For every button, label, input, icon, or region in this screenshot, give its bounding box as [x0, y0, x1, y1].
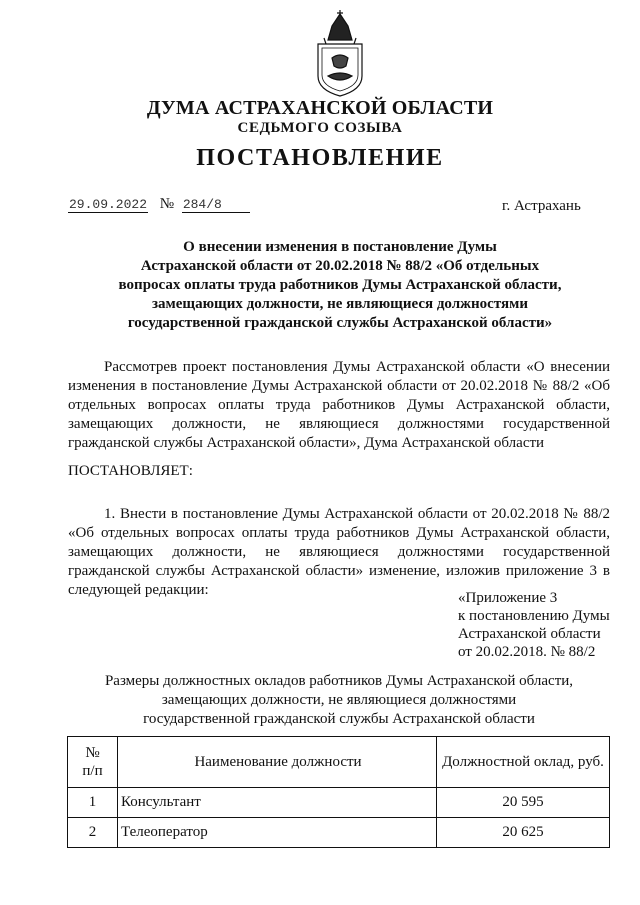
row-num: 1	[68, 788, 118, 818]
document-title	[90, 238, 590, 333]
title-line: замещающих должности, не являющиеся должностями	[152, 296, 528, 312]
table-title	[68, 672, 610, 729]
city: г. Астрахань	[502, 198, 581, 214]
document-date: 29.09.2022	[69, 197, 148, 212]
salary-table	[67, 736, 610, 848]
table-row	[68, 788, 610, 818]
table-row	[68, 818, 610, 848]
coat-of-arms-icon	[312, 10, 368, 98]
row-salary: 20 595	[437, 788, 610, 818]
resolves-heading: ПОСТАНОВЛЯЕТ:	[68, 463, 193, 479]
appendix-line: к постановлению Думы	[458, 608, 610, 624]
preamble-text: Рассмотрев проект постановления Думы Астраханской области «О внесении изменения в постановление Думы Астраханской области от 20.02.2018 № 88/2 «Об отдельных вопросах оплаты труда работников Думы Астраханской области, замещающих должности, не являющиеся должностями государственной гражданской службы Астраханской области», Дума Астраханской области	[68, 359, 610, 451]
preamble-paragraph	[68, 358, 610, 453]
row-position: Телеоператор	[118, 818, 437, 848]
row-salary: 20 625	[437, 818, 610, 848]
title-line: О внесении изменения в постановление Думы	[183, 239, 497, 255]
header-num-line: п/п	[82, 763, 103, 779]
org-name: ДУМА АСТРАХАНСКОЙ ОБЛАСТИ	[146, 97, 494, 119]
convocation: СЕДЬМОГО СОЗЫВА	[237, 120, 403, 136]
row-position: Консультант	[118, 788, 437, 818]
number-sign: №	[159, 196, 175, 212]
header-num-line: №	[85, 745, 100, 761]
appendix-line: «Приложение 3	[458, 590, 558, 606]
appendix-line: Астраханской области	[458, 626, 601, 642]
title-line: вопросах оплаты труда работников Думы Астраханской области,	[118, 277, 562, 293]
document-number: 284/8	[182, 197, 250, 213]
document-type: ПОСТАНОВЛЕНИЕ	[196, 145, 444, 171]
item-1-paragraph	[68, 505, 610, 600]
title-line: государственной гражданской службы Астраханской области»	[127, 315, 553, 331]
appendix-line: от 20.02.2018. № 88/2	[458, 644, 596, 660]
title-line: Астраханской области от 20.02.2018 № 88/2 «Об отдельных	[140, 258, 540, 274]
header-num	[68, 737, 118, 788]
item-1-text: 1. Внести в постановление Думы Астраханской области от 20.02.2018 № 88/2 «Об отдельных вопросах оплаты труда работников Думы Астраханской области, замещающих должности, не являющиеся должностями государственной гражданской службы Астраханской области» изменение, изложив приложение 3 в следующей редакции:	[68, 506, 610, 598]
header-salary: Должностной оклад, руб.	[437, 737, 610, 788]
table-title-line: Размеры должностных окладов работников Думы Астраханской области,	[104, 673, 574, 689]
header-position: Наименование должности	[118, 737, 437, 788]
table-title-line: государственной гражданской службы Астраханской области	[143, 711, 535, 727]
appendix-reference	[458, 589, 610, 661]
table-title-line: замещающих должности, не являющиеся должностями	[161, 692, 517, 708]
row-num: 2	[68, 818, 118, 848]
table-header-row	[68, 737, 610, 788]
date-number-line	[68, 196, 250, 213]
